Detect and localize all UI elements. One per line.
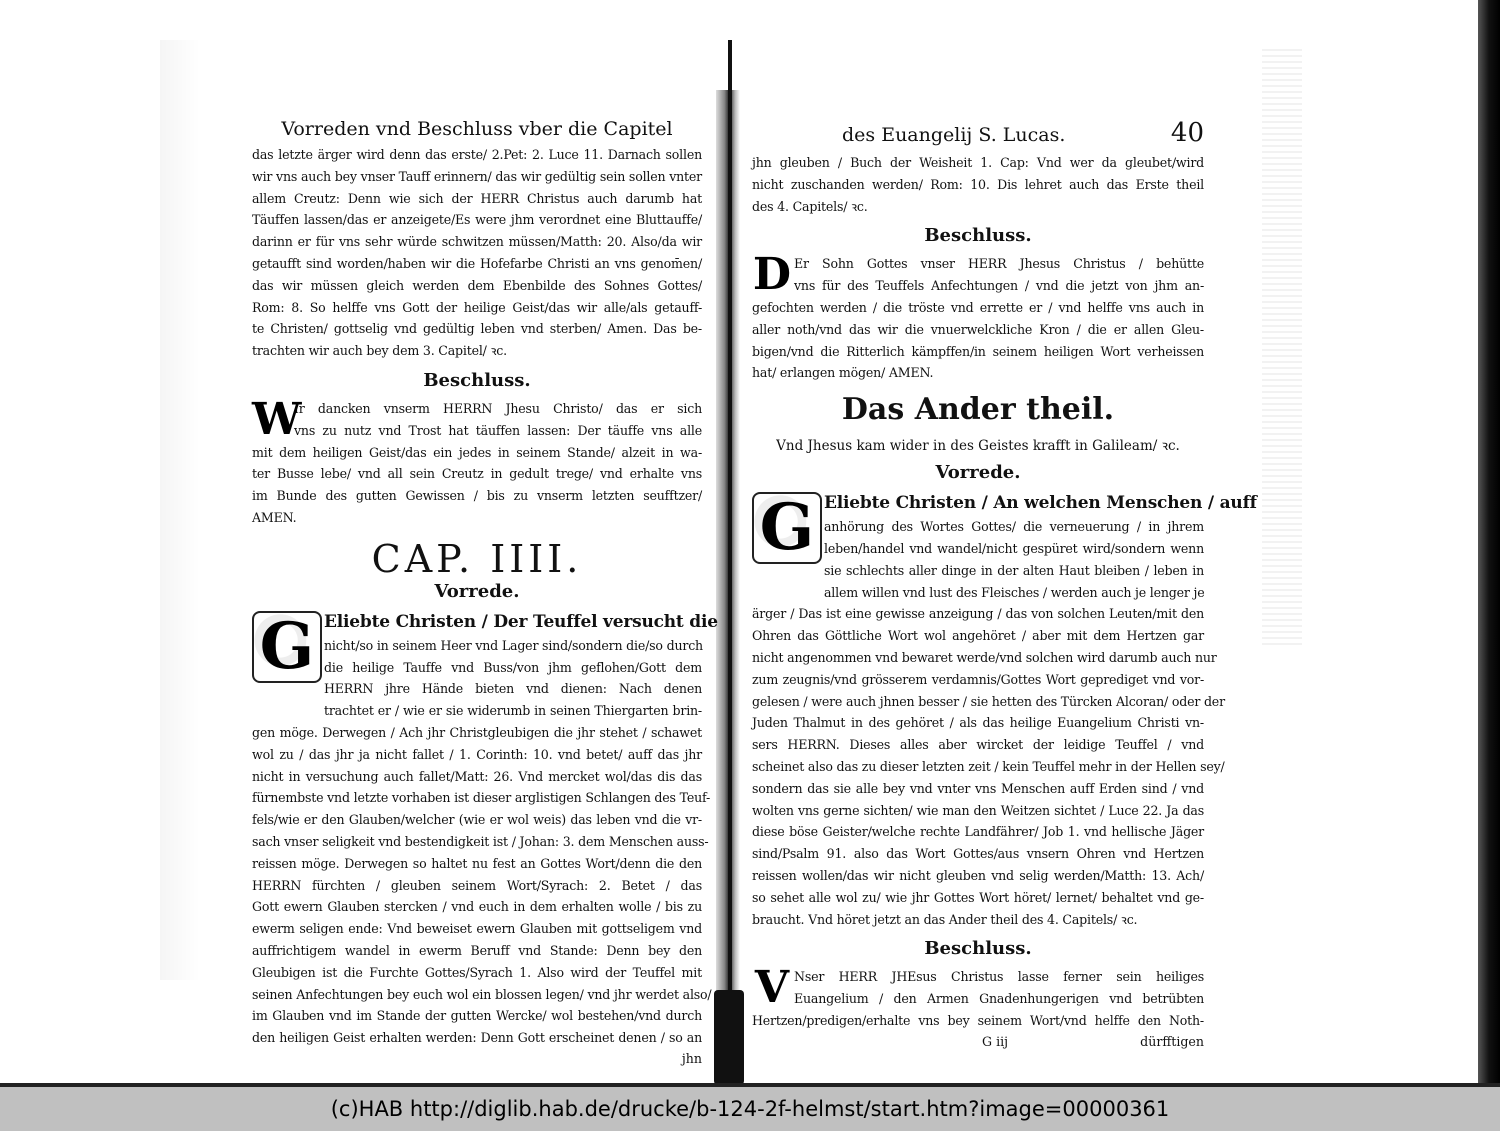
text-line: vns für des Teuffels Anfechtungen / vnd die jetzt von jhm an- [794,278,1204,294]
text-line: aller noth/vnd das wir die vnuerwelckliche Kron / die er allen Gleu- [752,321,1204,337]
drop-cap-initial: V [754,962,790,1014]
text-line: zum zeugnis/vnd grösserem verdamnis/Gottes Wort geprediget vnd vor- [752,671,1204,687]
right-catchword-line [752,1032,1204,1052]
text-line: vns zu nutz vnd Trost hat täuffen lassen: Der täuffe vns alle [294,422,702,438]
text-line: Er Sohn Gottes vnser HERR Jhesus Christus / behütte [794,256,1204,272]
bleed-through-texture [1262,45,1302,645]
text-line: Ohren das Göttliche Wort wol angehöret / aber mit dem Hertzen gar [752,628,1204,644]
left-text-block-a [252,144,702,362]
text-line: Ir dancken vnserm HERRN Jhesu Christo/ das er sich [294,400,702,416]
text-line: Rom: 8. So helffe vns Gott der heilige Geist/das wir alle/als getauff- [252,299,702,315]
left-vorrede-lines [252,722,712,1049]
text-line: gelesen / were auch jhnen besser / sie hetten des Türcken Alcoran/ oder der [752,693,1225,709]
text-line: sers HERRN. Dieses alles aber wircket der leidige Teuffel / vnd [752,737,1204,753]
left-page [252,118,718,1069]
text-line: wolten vns gerne sichten/ wie man den Weitzen sichtet / Luce 22. Ja das [752,802,1204,818]
gutter-shadow-blot [714,990,744,1085]
text-line: Eliebte Christen / An welchen Menschen / auff [824,493,1257,514]
footer-credit: (c)HAB http://diglib.hab.de/drucke/b-124-2f-helmst/start.htm?image=00000361 [330,1097,1170,1121]
text-line: fels/wie er den Glauben/welcher (wie er wol weis) das leben vnd die vr- [252,812,702,828]
text-line: Eliebte Christen / Der Teuffel versucht die [324,611,718,632]
page-edge-shadow [160,40,200,980]
text-line: reissen möge. Derwegen so haltet nu fest an Gottes Wort/denn die den [252,855,702,871]
right-vorrede-lines [752,603,1225,930]
text-line: bigen/vnd die Ritterlich kämpffen/in seinem heiligen Wort verheissen [752,343,1204,359]
text-line: den heiligen Geist erhalten werden: Denn Gott erscheinet denen / so an [252,1030,702,1046]
right-beschluss2-heading: Beschluss. [924,938,1032,960]
text-line: trachten wir auch bey dem 3. Capitel/ ꝛc. [252,343,507,359]
text-line: nicht angenommen vnd bewaret werde/vnd solchen wird darumb auch nur [752,649,1217,665]
text-line: gen möge. Derwegen / Ach jhr Christgleubigen die jhr stehet / schawet [252,724,702,740]
left-beschluss-block [252,393,702,529]
right-beschluss2-lines [752,962,1204,1031]
text-line: fürnembste vnd letzte vorhaben ist dieser arglistigen Schlangen des Teuf- [252,790,711,806]
text-line: sie schlechts aller dinge in der alten Haut bleiben / leben in [824,562,1204,578]
text-line: nicht in versuchung auch fallet/Matt: 26. Vnd mercket wol/das dis das [252,768,702,784]
text-line: diese böse Geister/welche rechte Landfährer/ Job 1. vnd hellische Jäger [752,824,1204,840]
left-beschluss-lines [252,393,702,529]
left-catchword-line [252,1049,702,1069]
right-beschluss2-block [752,962,1204,1031]
text-line: nicht/so in seinem Heer vnd Lager sind/sondern die/so durch [324,637,703,653]
text-line: allem willen vnd lust des Fleisches / werden auch je lenger je [824,584,1205,600]
text-line: ter Busse lebe/ vnd all sein Creutz in gedult trege/ vnd erhalte vns [252,466,702,482]
footer-bar [0,1087,1500,1131]
text-line: das wir müssen gleich werden dem Ebenbilde des Sohnes Gottes/ [252,277,702,293]
text-line: trachtet er / wie er sie widerumb in seinen Thiergarten brin- [324,703,702,719]
text-line: AMEN. [252,509,297,525]
left-running-head-text: Vorreden vnd Beschluss vber die Capitel [281,118,673,140]
right-vorrede-heading: Vorrede. [935,462,1021,484]
part-heading: Das Ander theil. [841,392,1115,428]
text-line: auffrichtigem wandel in ewerm Beruff vnd Stande: Denn bey den [252,942,702,958]
left-vorrede-block [252,608,718,722]
text-line: HERRN fürchten / gleuben seinem Wort/Syrach: 2. Betet / das [252,877,702,893]
right-running-head [752,118,1204,148]
text-line: das letzte ärger wird denn das erste/ 2.Pet: 2. Luce 11. Darnach sollen [252,147,702,162]
drop-cap-initial: W [252,393,302,445]
gutter-fold-line [728,40,732,1080]
chapter-heading: CAP. IIII. [371,536,583,581]
right-page [752,118,1257,1052]
text-line: getaufft sind worden/haben wir die Hofefarbe Christi an vns genom̄en/ [252,255,702,271]
text-line: anhörung des Wortes Gottes/ die verneuerung / in jhrem [824,519,1204,535]
right-page-edge [1478,0,1500,1085]
text-line: scheinet also das zu dieser letzten zeit / kein Teuffel mehr in der Hellen sey/ [752,758,1225,774]
text-line: nicht zuschanden werden/ Rom: 10. Dis lehret auch das Erste theil [752,176,1204,192]
right-beschluss-heading: Beschluss. [924,225,1032,247]
text-line: so sehet alle wol zu/ wie jhr Gottes Wort höret/ lernet/ behaltet vnd ge- [752,889,1204,905]
text-line: gefochten werden / die tröste vnd errette er / vnd helffe vns auch in [752,299,1204,315]
text-line: wol zu / das jhr ja nicht fallet / 1. Corinth: 10. vnd betet/ auff das jhr [252,746,702,762]
text-line: mit dem heiligen Geist/das ein jedes in seinem Stande/ alzeit in wa- [252,444,702,460]
ornamental-initial: G [752,492,822,564]
page-number: 40 [1170,118,1204,148]
text-line: die heilige Tauffe vnd Buss/von jhm geflohen/Gott dem [324,659,702,675]
text-line: te Christen/ gottselig vnd gedültig leben vnd sterben/ Amen. Das be- [252,321,702,337]
right-beschluss-block [752,249,1204,301]
text-line: im Glauben vnd im Stande der gutten Wercke/ wol bestehen/vnd durch [252,1008,702,1024]
text-line: ewerm seligen ende: Vnd beweiset ewern Glauben mit gottseligem vnd [252,921,702,937]
right-beschluss-indented-lines [752,249,1204,301]
text-line: Juden Thalmut in des gehöret / als das heilige Euangelium Christi vn- [752,715,1204,731]
text-line: leben/handel vnd wandel/nicht gespüret wird/sondern wenn [824,540,1204,556]
left-running-head [252,118,702,140]
right-catchword: dürfftigen [1140,1033,1204,1049]
left-catchword: jhn [681,1050,702,1066]
text-line: jhn gleuben / Buch der Weisheit 1. Cap: Vnd wer da gleubet/wird [752,155,1204,170]
text-line: HERRN jhre Hände bieten vnd dienen: Nach denen [324,681,702,697]
left-beschluss-heading: Beschluss. [423,369,531,391]
text-line: darinn er für vns sehr würde schwitzen müssen/Matth: 20. Also/da wir [252,234,702,250]
text-line: Nser HERR JHEsus Christus lasse ferner sein heiliges [794,969,1204,985]
right-vorrede-block [752,490,1257,603]
text-line: ärger / Das ist eine gewisse anzeigung / das von solchen Leuten/mit den [752,606,1204,622]
text-line: wir vns auch bey vnser Tauff erinnern/ das wir gedültig sein sollen vnter [252,168,702,184]
text-line: Euangelium / den Armen Gnadenhungerigen vnd betrübten [794,991,1204,1007]
right-beschluss-lines [752,297,1204,384]
text-line: Gleubigen ist die Furchte Gottes/Syrach 1. Also wird der Teuffel mit [252,964,702,980]
left-vorrede-heading: Vorrede. [434,580,520,602]
text-line: Hertzen/predigen/erhalte vns bey seinem Wort/vnd helffe den Noth- [752,1012,1204,1028]
text-line: reissen wollen/das wir nicht gleuben vnd selig werden/Matth: 13. Ach/ [752,867,1204,883]
text-line: seinen Anfechtungen bey euch wol ein blossen legen/ vnd jhr werdet also/ [252,986,712,1002]
text-line: hat/ erlangen mögen/ AMEN. [752,365,934,381]
right-running-head-text: des Euangelij S. Lucas. [842,124,1066,146]
text-line: sind/Psalm 91. also das Wort Gottes/aus vnsern Ohren vnd Hertzen [752,846,1204,862]
text-line: allem Creutz: Denn wie sich der HERR Christus auch darumb hat [252,190,702,206]
text-line: des 4. Capitels/ ꝛc. [752,198,868,214]
text-line: Täuffen lassen/das er anzeigete/Es were jhm verordnet eine Bluttauffe/ [252,212,702,228]
ornamental-initial: G [252,611,322,683]
drop-cap-initial: D [752,249,792,301]
text-line: im Bunde des gutten Gewissen / bis zu vnserm letzten seufftzer/ [252,488,702,504]
part-subheading: Vnd Jhesus kam wider in des Geistes krafft in Galileam/ ꝛc. [776,438,1180,455]
text-line: braucht. Vnd höret jetzt an das Ander theil des 4. Capitels/ ꝛc. [752,911,1138,927]
signature-mark: G iij [982,1033,1009,1049]
text-line: sondern das sie alle bey vnd vnter vns Menschen auff Erden sind / vnd [752,780,1204,796]
text-line: sach vnser seligkeit vnd bestendigkeit ist / Johan: 3. dem Menschen auss- [252,833,709,849]
text-line: Gott ewern Glauben stercken / vnd euch in dem erhalten wolle / bis zu [252,899,702,915]
right-text-block-a [752,152,1204,217]
